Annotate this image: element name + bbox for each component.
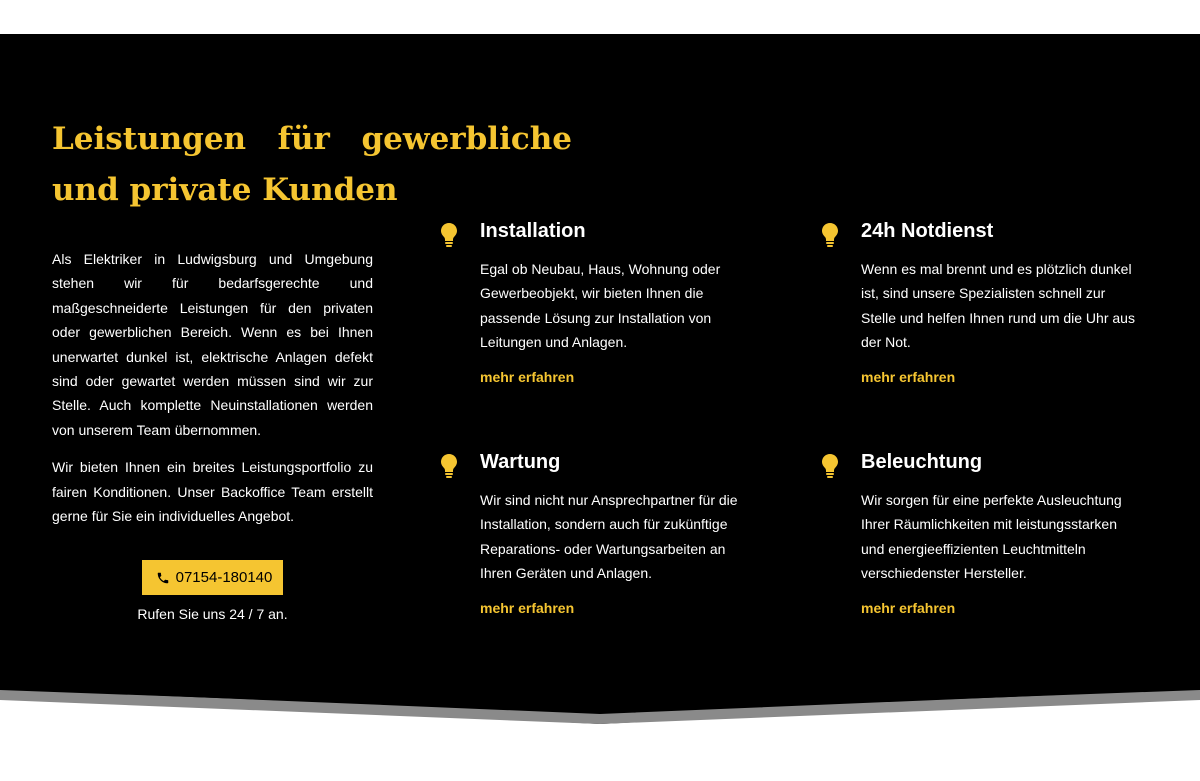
services-section — [0, 34, 1200, 694]
call-to-action — [52, 560, 373, 622]
phone-number: 07154-180140 — [175, 569, 273, 586]
intro-text — [52, 247, 373, 541]
service-title: Installation — [480, 220, 586, 242]
service-title: Wartung — [480, 451, 561, 473]
phone-button[interactable] — [142, 560, 284, 595]
service-title: 24h Notdienst — [861, 220, 994, 242]
lightbulb-icon — [821, 222, 839, 248]
service-text: Wir sind nicht nur Ansprechpartner für die Installation, sondern auch für zukünftige Reparations- oder Wartungsarbeiten an Ihren Geräten und Anlagen. — [480, 492, 738, 582]
lightbulb-icon — [440, 453, 458, 479]
service-text: Egal ob Neubau, Haus, Wohnung oder Gewerbeobjekt, wir bieten Ihnen die passende Lösung zur Installation von Leitungen und Anlagen. — [480, 261, 721, 351]
service-title: Beleuchtung — [861, 451, 983, 473]
phone-note: Rufen Sie uns 24 / 7 an. — [137, 606, 288, 622]
section-heading: Leistungen für gewerbliche und private Kunden — [52, 121, 572, 208]
phone-icon — [156, 571, 170, 585]
intro-paragraph: Wir bieten Ihnen ein breites Leistungsportfolio zu fairen Konditionen. Unser Backoffice Team erstellt gerne für Sie ein individuelles Angebot. — [52, 459, 373, 525]
mehr-erfahren-link[interactable]: mehr erfahren — [861, 599, 956, 616]
mehr-erfahren-link[interactable]: mehr erfahren — [480, 368, 575, 385]
lightbulb-icon — [821, 453, 839, 479]
intro-paragraph: Als Elektriker in Ludwigsburg und Umgebung stehen wir für bedarfsgerechte und maßgeschneiderte Leistungen für den privaten oder gewerblichen Bereich. Wenn es bei Ihnen unerwartet dunkel ist, elektrische Anlagen defekt sind oder gewartet werden müssen sind wir zur Stelle. Auch komplette Neuinstallationen werden von unserem Team übernommen. — [52, 251, 373, 438]
service-card-beleuchtung — [861, 447, 1141, 618]
service-card-notdienst — [861, 216, 1141, 387]
lightbulb-icon — [440, 222, 458, 248]
mehr-erfahren-link[interactable]: mehr erfahren — [480, 599, 575, 616]
mehr-erfahren-link[interactable]: mehr erfahren — [861, 368, 956, 385]
section-divider — [0, 686, 1200, 726]
service-card-installation — [480, 216, 760, 387]
service-text: Wenn es mal brennt und es plötzlich dunkel ist, sind unsere Spezialisten schnell zur Stelle und helfen Ihnen rund um die Uhr aus der Not. — [861, 261, 1135, 351]
service-text: Wir sorgen für eine perfekte Ausleuchtung Ihrer Räumlichkeiten mit leistungsstarken und energieeffizienten Leuchtmitteln verschiedenster Hersteller. — [861, 492, 1122, 582]
service-card-wartung — [480, 447, 760, 618]
